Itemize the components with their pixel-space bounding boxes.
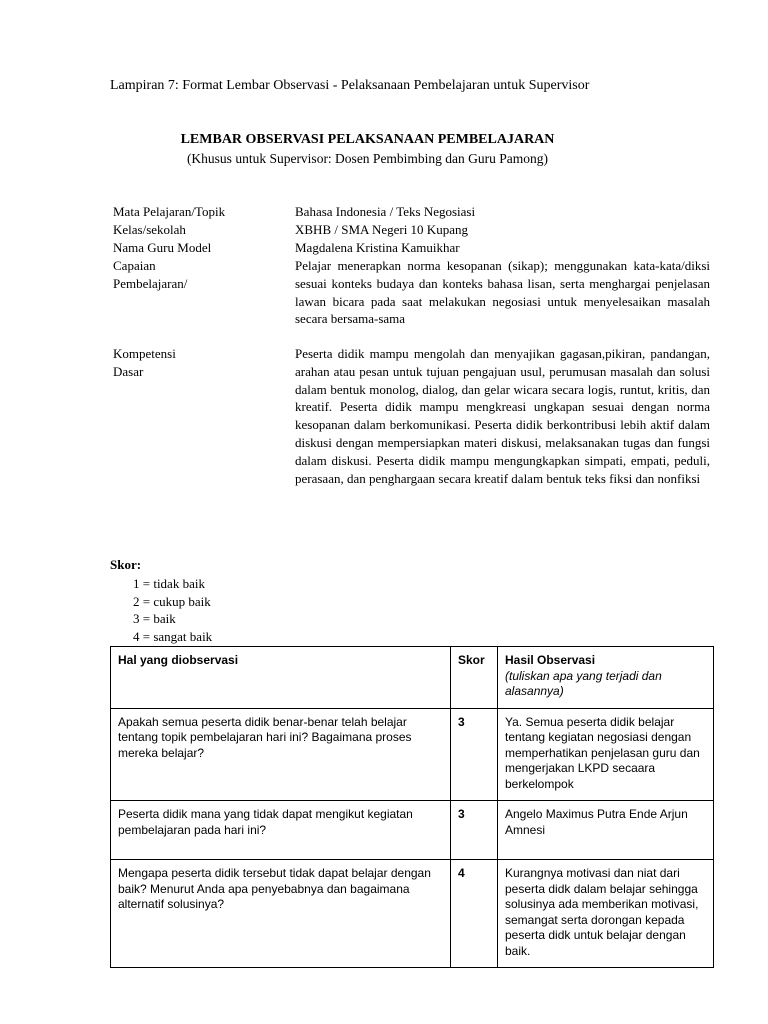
document-subtitle: (Khusus untuk Supervisor: Dosen Pembimbing dan Guru Pamong) [186,151,549,166]
kelas-value: XBHB / SMA Negeri 10 Kupang [295,222,468,237]
header-hasil-label: Hasil Observasi [505,653,596,667]
table-header-row [111,647,714,709]
capaian-value: Pelajar menerapkan norma kesopanan (sikap); menggunakan kata-kata/diksi sesuai konteks budaya dan konteks bahasa lisan, serta menghargai penjelasan lawan bicara pada saat melakukan negosiasi untuk menyelesaikan masalah secara bersama-sama [295,258,710,327]
kd-label-line2: Dasar [113,363,144,379]
guru-value: Magdalena Kristina Kamuikhar [295,240,460,255]
table-row [111,708,714,801]
skor-list [133,575,212,645]
guru-label: Nama Guru Model [113,240,212,255]
row-hal: Apakah semua peserta didik benar-benar telah belajar tentang topik pembelajaran hari ini? Bagaimana proses mereka belajar? [111,708,451,801]
row-hasil: Angelo Maximus Putra Ende Arjun Amnesi [498,801,714,860]
kelas-label: Kelas/sekolah [113,222,186,237]
header-hal: Hal yang diobservasi [111,647,451,709]
table-row [111,860,714,968]
header-skor: Skor [451,647,498,709]
skor-item: 2 = cukup baik [133,593,211,609]
row-hal: Mengapa peserta didik tersebut tidak dapat belajar dengan baik? Menurut Anda apa penyebabnya dan bagaimana alternatif solusinya? [111,860,451,968]
appendix-caption: Lampiran 7: Format Lembar Observasi - Pelaksanaan Pembelajaran untuk Supervisor [110,78,590,93]
row-hasil: Ya. Semua peserta didik belajar tentang kegiatan negosiasi dengan memperhatikan penjelasan guru dan mengerjakan LKPD secaara berkelompok [498,708,714,801]
skor-item: 3 = baik [133,611,176,626]
kd-value: Peserta didik mampu mengolah dan menyajikan gagasan,pikiran, pandangan, arahan atau pesan untuk tujuan pengajuan usul, perumusan masalah dan solusi dalam bentuk monolog, dialog, dan gelar wicara secara logis, runtut, kritis, dan kreatif. Peserta didik mampu mengkreasi ungkapan sesuai dengan norma kesopanan dalam berkomunikasi. Peserta didik berkontribusi lebih aktif dalam diskusi dengan mempersiapkan materi diskusi, melaksanakan tugas dan fungsi dalam diskusi. Peserta didik mampu mengungkapkan simpati, empati, peduli, perasaan, dan penghargaan secara kreatif dalam bentuk teks fiksi dan nonfiksi [295,346,710,486]
row-hal: Peserta didik mana yang tidak dapat mengikut kegiatan pembelajaran pada hari ini? [111,801,451,860]
capaian-label [113,257,187,293]
row-skor: 4 [451,860,498,968]
header-hasil [498,647,714,709]
skor-item: 4 = sangat baik [133,628,213,644]
capaian-label-line2: Pembelajaran/ [113,275,188,291]
kd-label-line1: Kompetensi [113,346,176,361]
mapel-value: Bahasa Indonesia / Teks Negosiasi [295,204,476,219]
kd-label [113,345,176,381]
header-hasil-hint: (tuliskan apa yang terjadi dan alasannya) [505,668,662,698]
row-hasil: Kurangnya motivasi dan niat dari peserta didk dalam belajar sehingga solusinya ada memberikan motivasi, semangat serta dorongan kepada peserta didk untuk belajar dengan baik. [498,860,714,968]
capaian-label-line1: Capaian [113,258,156,273]
skor-item: 1 = tidak baik [133,576,205,591]
mapel-label: Mata Pelajaran/Topik [113,204,226,219]
table-row [111,801,714,860]
skor-title: Skor: [110,557,142,572]
row-skor: 3 [451,708,498,801]
row-skor: 3 [451,801,498,860]
observation-table [110,646,714,968]
document-title: LEMBAR OBSERVASI PELAKSANAAN PEMBELAJARAN [180,132,555,147]
